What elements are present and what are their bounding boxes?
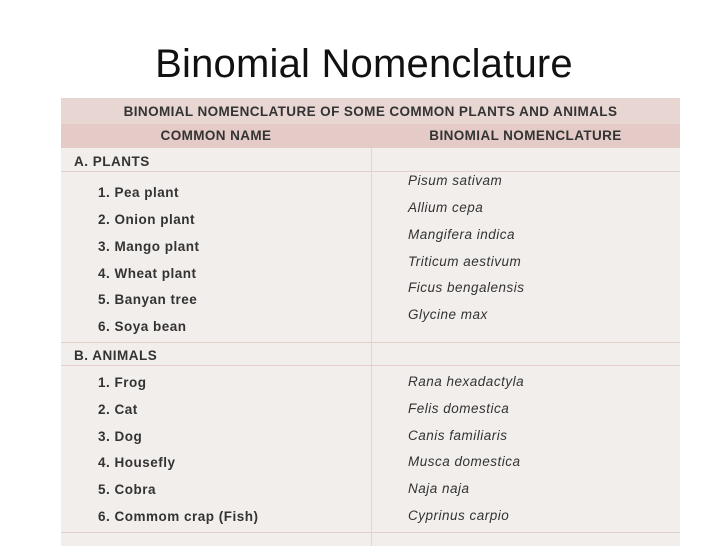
table-row-common: 3. Mango plant	[98, 239, 200, 254]
table-row-binomial: Canis familiaris	[408, 428, 508, 443]
table-row-binomial: Rana hexadactyla	[408, 374, 525, 389]
section-heading-animals: B. ANIMALS	[74, 348, 158, 363]
table-row-binomial: Naja naja	[408, 481, 470, 496]
row-divider	[61, 365, 680, 366]
section-heading-plants: A. PLANTS	[74, 154, 150, 169]
table-row-common: 3. Dog	[98, 429, 143, 444]
table-row-common: 5. Banyan tree	[98, 292, 198, 307]
table-row-binomial: Felis domestica	[408, 401, 510, 416]
column-header-binomial: BINOMIAL NOMENCLATURE	[429, 128, 622, 143]
table-row-common: 1. Pea plant	[98, 185, 180, 200]
table-row-binomial: Mangifera indica	[408, 227, 516, 242]
table-row-common: 2. Cat	[98, 402, 138, 417]
table-header	[61, 124, 680, 148]
table-row-common: 2. Onion plant	[98, 212, 195, 227]
slide-title: Binomial Nomenclature	[155, 42, 573, 86]
row-divider	[61, 532, 680, 533]
table-row-binomial: Musca domestica	[408, 454, 521, 469]
table-row-common: 4. Housefly	[98, 455, 176, 470]
column-header-common-name: COMMON NAME	[160, 128, 272, 143]
table-row-common: 6. Commom crap (Fish)	[98, 509, 259, 524]
table-row-common: 4. Wheat plant	[98, 266, 197, 281]
column-divider	[371, 148, 372, 546]
table-row-binomial: Cyprinus carpio	[408, 508, 510, 523]
table-row-binomial: Pisum sativam	[408, 173, 503, 188]
table-row-binomial: Allium cepa	[408, 200, 484, 215]
table-row-common: 5. Cobra	[98, 482, 157, 497]
table-row-common: 6. Soya bean	[98, 319, 187, 334]
table-caption: BINOMIAL NOMENCLATURE OF SOME COMMON PLANTS AND ANIMALS	[61, 98, 680, 124]
table-row-common: 1. Frog	[98, 375, 147, 390]
table-row-binomial: Triticum aestivum	[408, 254, 522, 269]
table-row-binomial: Glycine max	[408, 307, 488, 322]
nomenclature-table	[61, 98, 680, 546]
row-divider	[61, 342, 680, 343]
table-row-binomial: Ficus bengalensis	[408, 280, 525, 295]
row-divider	[61, 171, 680, 172]
